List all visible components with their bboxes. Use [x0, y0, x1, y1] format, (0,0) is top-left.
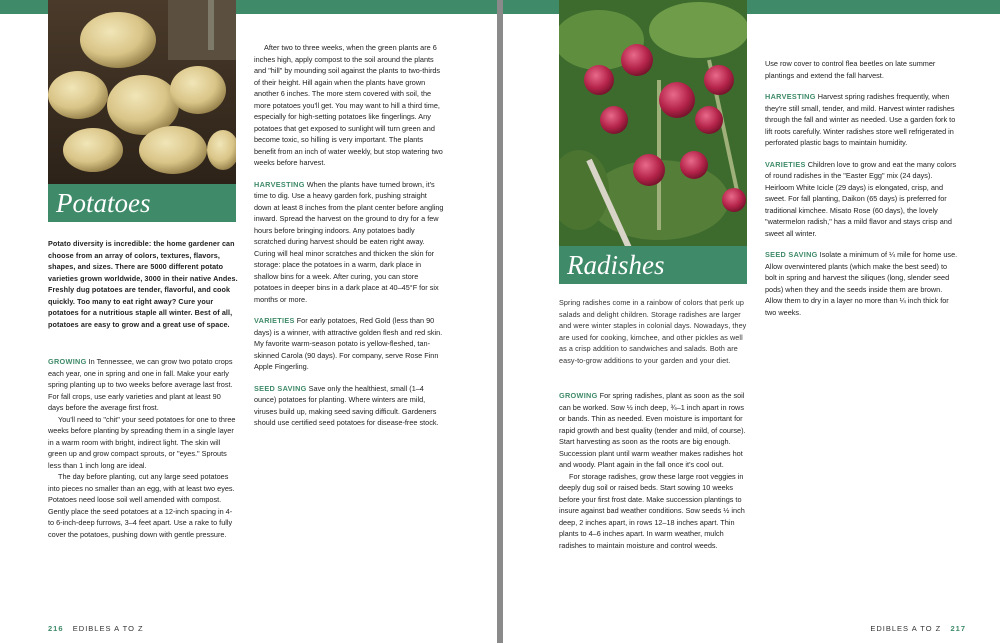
varieties-text: For early potatoes, Red Gold (less than 90 days) is a winner, with attractive golden flesh and red skin. My favorite warm-season potato is yellow-fleshed, tan-skinned Carola (90 days). For company, serve Rose Finn Apple Fingerling. [254, 316, 443, 371]
column-1 [559, 390, 749, 551]
column-2 [254, 42, 446, 439]
potatoes-photo [48, 0, 236, 184]
page-title: Radishes [559, 246, 747, 284]
varieties-text: Children love to grow and eat the many colors of round radishes in the "Easter Egg" mix (24 days). Heirloom White Icicle (29 days) is elongated, crisp, and sweet. For fall planting, Daikon (65 days) is preferred for traditional kimchee. Misato Rose (60 days), the lovely "watermelon radish," has a mild flavor and stays crisp and sweet all winter. [765, 159, 957, 238]
intro-paragraph: Potato diversity is incredible: the home gardener can choose from an array of colors, textures, flavors, shapes, and sizes. There are 5000 different potato varieties grown worldwide, 3000 in their native Andes. Freshly dug potatoes are tender, flavorful, and cook quickly. Too many to eat right away? Cure your potatoes for a nutritious staple all winter. Best of all, potatoes are easy to grow and a great use of space. [48, 239, 238, 329]
left-page [0, 0, 497, 643]
footer [48, 624, 144, 633]
seed-saving-heading: SEED SAVING [254, 383, 307, 393]
varieties-heading: VARIETIES [765, 159, 806, 169]
page-number: 217 [950, 624, 966, 633]
harvesting-text: When the plants have turned brown, it's time to dig. Use a heavy garden fork, pushing straight down at least 8 inches from the plant center before angling inward. Spread the harvest on the ground to dry for a few hours before bringing indoors. Any potatoes badly scratched during harvest should be eaten right away. Curing will heal minor scratches and thicken the skin for storage: place the potatoes in a warm, dark place in shallow bins for a week. After curing, you can store potatoes in deeper bins in a dark place at 40–45°F for six months or more. [254, 179, 444, 304]
intro-paragraph: Spring radishes come in a rainbow of colors that perk up salads and delight children. Storage radishes are larger and were winter staples in colonial days. Nowadays, they are used for cooking, kimchee, and other pickles as well as a crisp addition to sandwiches and salads. Both are easy-to-grow additions to your garden and your diet. [559, 298, 747, 365]
page-number: 216 [48, 624, 64, 633]
running-footer: EDIBLES A TO Z [72, 624, 144, 633]
growing-text-3: The day before planting, cut any large seed potatoes into pieces no smaller than an egg, with at least two eyes. Potatoes need loose soil well amended with compost. Gently place the seed potatoes at a 12-inch spacing in 4- to 6-inch-deep furrows, 3–4 feet apart. Use a rake to fully cover the potatoes, pushing down with gentle pressure. [48, 472, 235, 539]
growing-text-2: For storage radishes, grow these large root veggies in deeply dug soil or raised beds. Start sowing 10 weeks before your first frost date. Make succession plantings to insure against bad weather conditions. Sow seeds ½ inch deep, 2 inches apart, in rows 12–18 inches apart. Thin plants to 4–6 inches apart. In warm weather, mulch radishes to maintain moisture and control weeds. [559, 471, 745, 550]
footer [870, 624, 966, 633]
running-footer: EDIBLES A TO Z [870, 624, 942, 633]
right-page [503, 0, 1000, 643]
varieties-heading: VARIETIES [254, 316, 295, 325]
growing-heading: GROWING [559, 391, 598, 400]
growing-text: For spring radishes, plant as soon as the soil can be worked. Sow ½ inch deep, ¾–1 inch apart in rows or bands. Thin as needed. Even moisture is important for rapid growth and best quality (tender and mild, of course). Start harvesting as soon as the roots are big enough. Succession plant until warm weather makes radishes hot and woody. Plant again in the fall once it's cool out. [559, 391, 746, 469]
harvesting-heading: HARVESTING [765, 92, 816, 101]
hilling-text: After two to three weeks, when the green plants are 6 inches high, apply compost to the soil around the plants and "hill" by mounding soil against the plants to two-thirds of their height. Hill again when the plants have grown another 6 inches. The more stem covered with soil, the more potatoes you'll get. You may want to hill a third time, especially for high-setting potatoes like fingerlings. Any potatoes that get exposed to sunlight will turn green and become toxic, so hilling is very important. The plants benefit from an inch of water weekly, but stop watering two weeks before harvest. [254, 43, 443, 167]
column-1 [48, 356, 238, 540]
row-cover-text: Use row cover to control flea beetles on late summer plantings and extend the fall harvest. [765, 59, 936, 80]
page-title: Potatoes [48, 184, 236, 222]
harvesting-heading: HARVESTING [254, 179, 305, 189]
harvesting-text: Harvest spring radishes frequently, when they're still small, tender, and mild. Harvest winter radishes through the fall and winter as needed. Use a garden fork to lift roots carefully. Winter radishes store well refrigerated in perforated plastic bags to maintain humidity. [765, 92, 956, 147]
seed-saving-text: Isolate a minimum of ¼ mile for home use. Allow overwintered plants (which make the best seed) to bolt in spring and harvest the siliques (long, slender seed pods) when they and the seeds inside them are brown. Allow them to dry in a layer no more than ¼ inch thick for two weeks. [765, 250, 958, 317]
seed-saving-text: Save only the healthiest, small (1–4 ounce) potatoes for planting. Where winters are mild, viruses build up, making seed saving difficult. Gardeners should use certified seed potatoes for disease-free stock. [254, 383, 439, 427]
growing-heading: GROWING [48, 357, 87, 366]
growing-text: In Tennessee, we can grow two potato crops each year, one in spring and one in fall. Make your early spring planting up to two weeks before average last frost. For fall crops, use early varieties and plant at least 90 days before the average first frost. [48, 357, 233, 412]
column-2 [765, 58, 960, 328]
radishes-photo [559, 0, 747, 248]
seed-saving-heading: SEED SAVING [765, 250, 818, 259]
growing-text-2: You'll need to "chit" your seed potatoes for one to three weeks before planting by spreading them in a single layer in a warm room with bright, indirect light. The skin will green up and grow compact sprouts, or "eyes." Sprouts less than 1 inch long are ideal. [48, 414, 236, 470]
